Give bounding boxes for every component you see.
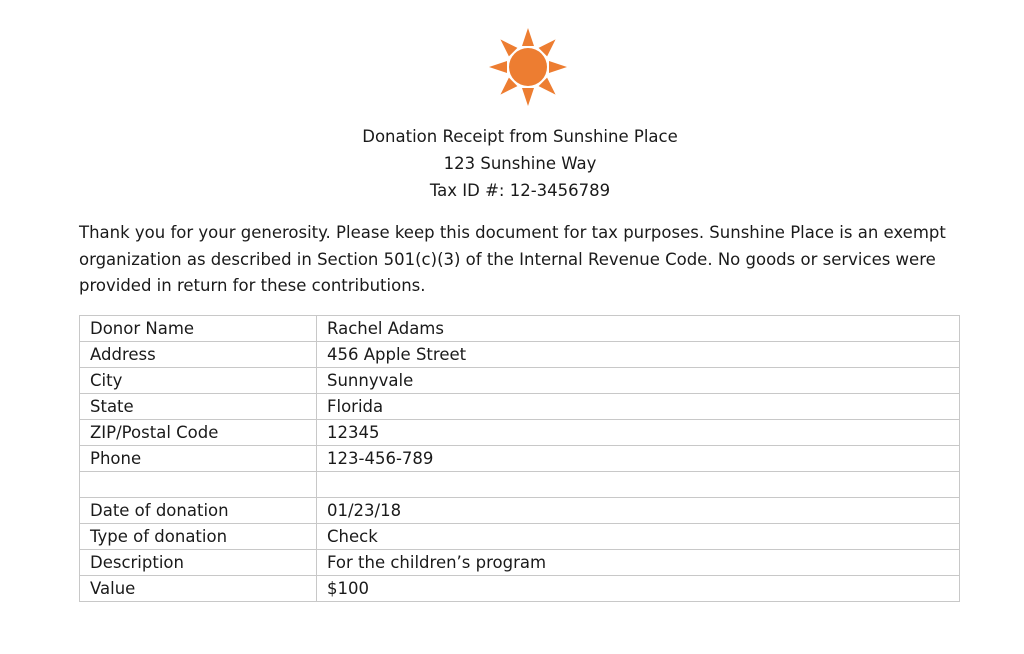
row-label: Description <box>80 550 317 576</box>
table-row <box>80 368 960 394</box>
table-row <box>80 498 960 524</box>
table-row-spacer <box>80 472 960 498</box>
row-label: Donor Name <box>80 316 317 342</box>
row-value: Florida <box>317 394 960 420</box>
intro-line: Thank you for your generosity. Please keep this document for tax purposes. Sunshine Place is an exempt <box>79 223 946 242</box>
intro-paragraph <box>79 220 969 300</box>
row-label: Address <box>80 342 317 368</box>
row-value: Rachel Adams <box>317 316 960 342</box>
sun-logo-icon <box>487 26 569 108</box>
receipt-header <box>0 123 1024 204</box>
row-label: State <box>80 394 317 420</box>
table-row <box>80 524 960 550</box>
row-label: Type of donation <box>80 524 317 550</box>
table-row <box>80 446 960 472</box>
row-label: Value <box>80 576 317 602</box>
row-label <box>80 472 317 498</box>
row-value: Sunnyvale <box>317 368 960 394</box>
row-value: 123-456-789 <box>317 446 960 472</box>
receipt-title: Donation Receipt from Sunshine Place <box>362 127 678 146</box>
table-row <box>80 550 960 576</box>
row-label: ZIP/Postal Code <box>80 420 317 446</box>
row-value <box>317 472 960 498</box>
row-value: 12345 <box>317 420 960 446</box>
row-label: City <box>80 368 317 394</box>
row-value: $100 <box>317 576 960 602</box>
table-row <box>80 342 960 368</box>
org-address: 123 Sunshine Way <box>443 154 597 173</box>
donation-details-table <box>79 315 960 602</box>
table-row <box>80 394 960 420</box>
table-row <box>80 316 960 342</box>
table-row <box>80 576 960 602</box>
row-label: Phone <box>80 446 317 472</box>
row-value: 456 Apple Street <box>317 342 960 368</box>
row-label: Date of donation <box>80 498 317 524</box>
row-value: Check <box>317 524 960 550</box>
intro-line: provided in return for these contributions. <box>79 276 426 295</box>
row-value: For the children’s program <box>317 550 960 576</box>
intro-line: organization as described in Section 501(c)(3) of the Internal Revenue Code. No goods or services were <box>79 249 936 269</box>
tax-id: Tax ID #: 12-3456789 <box>429 181 611 200</box>
row-value: 01/23/18 <box>317 498 960 524</box>
table-row <box>80 420 960 446</box>
